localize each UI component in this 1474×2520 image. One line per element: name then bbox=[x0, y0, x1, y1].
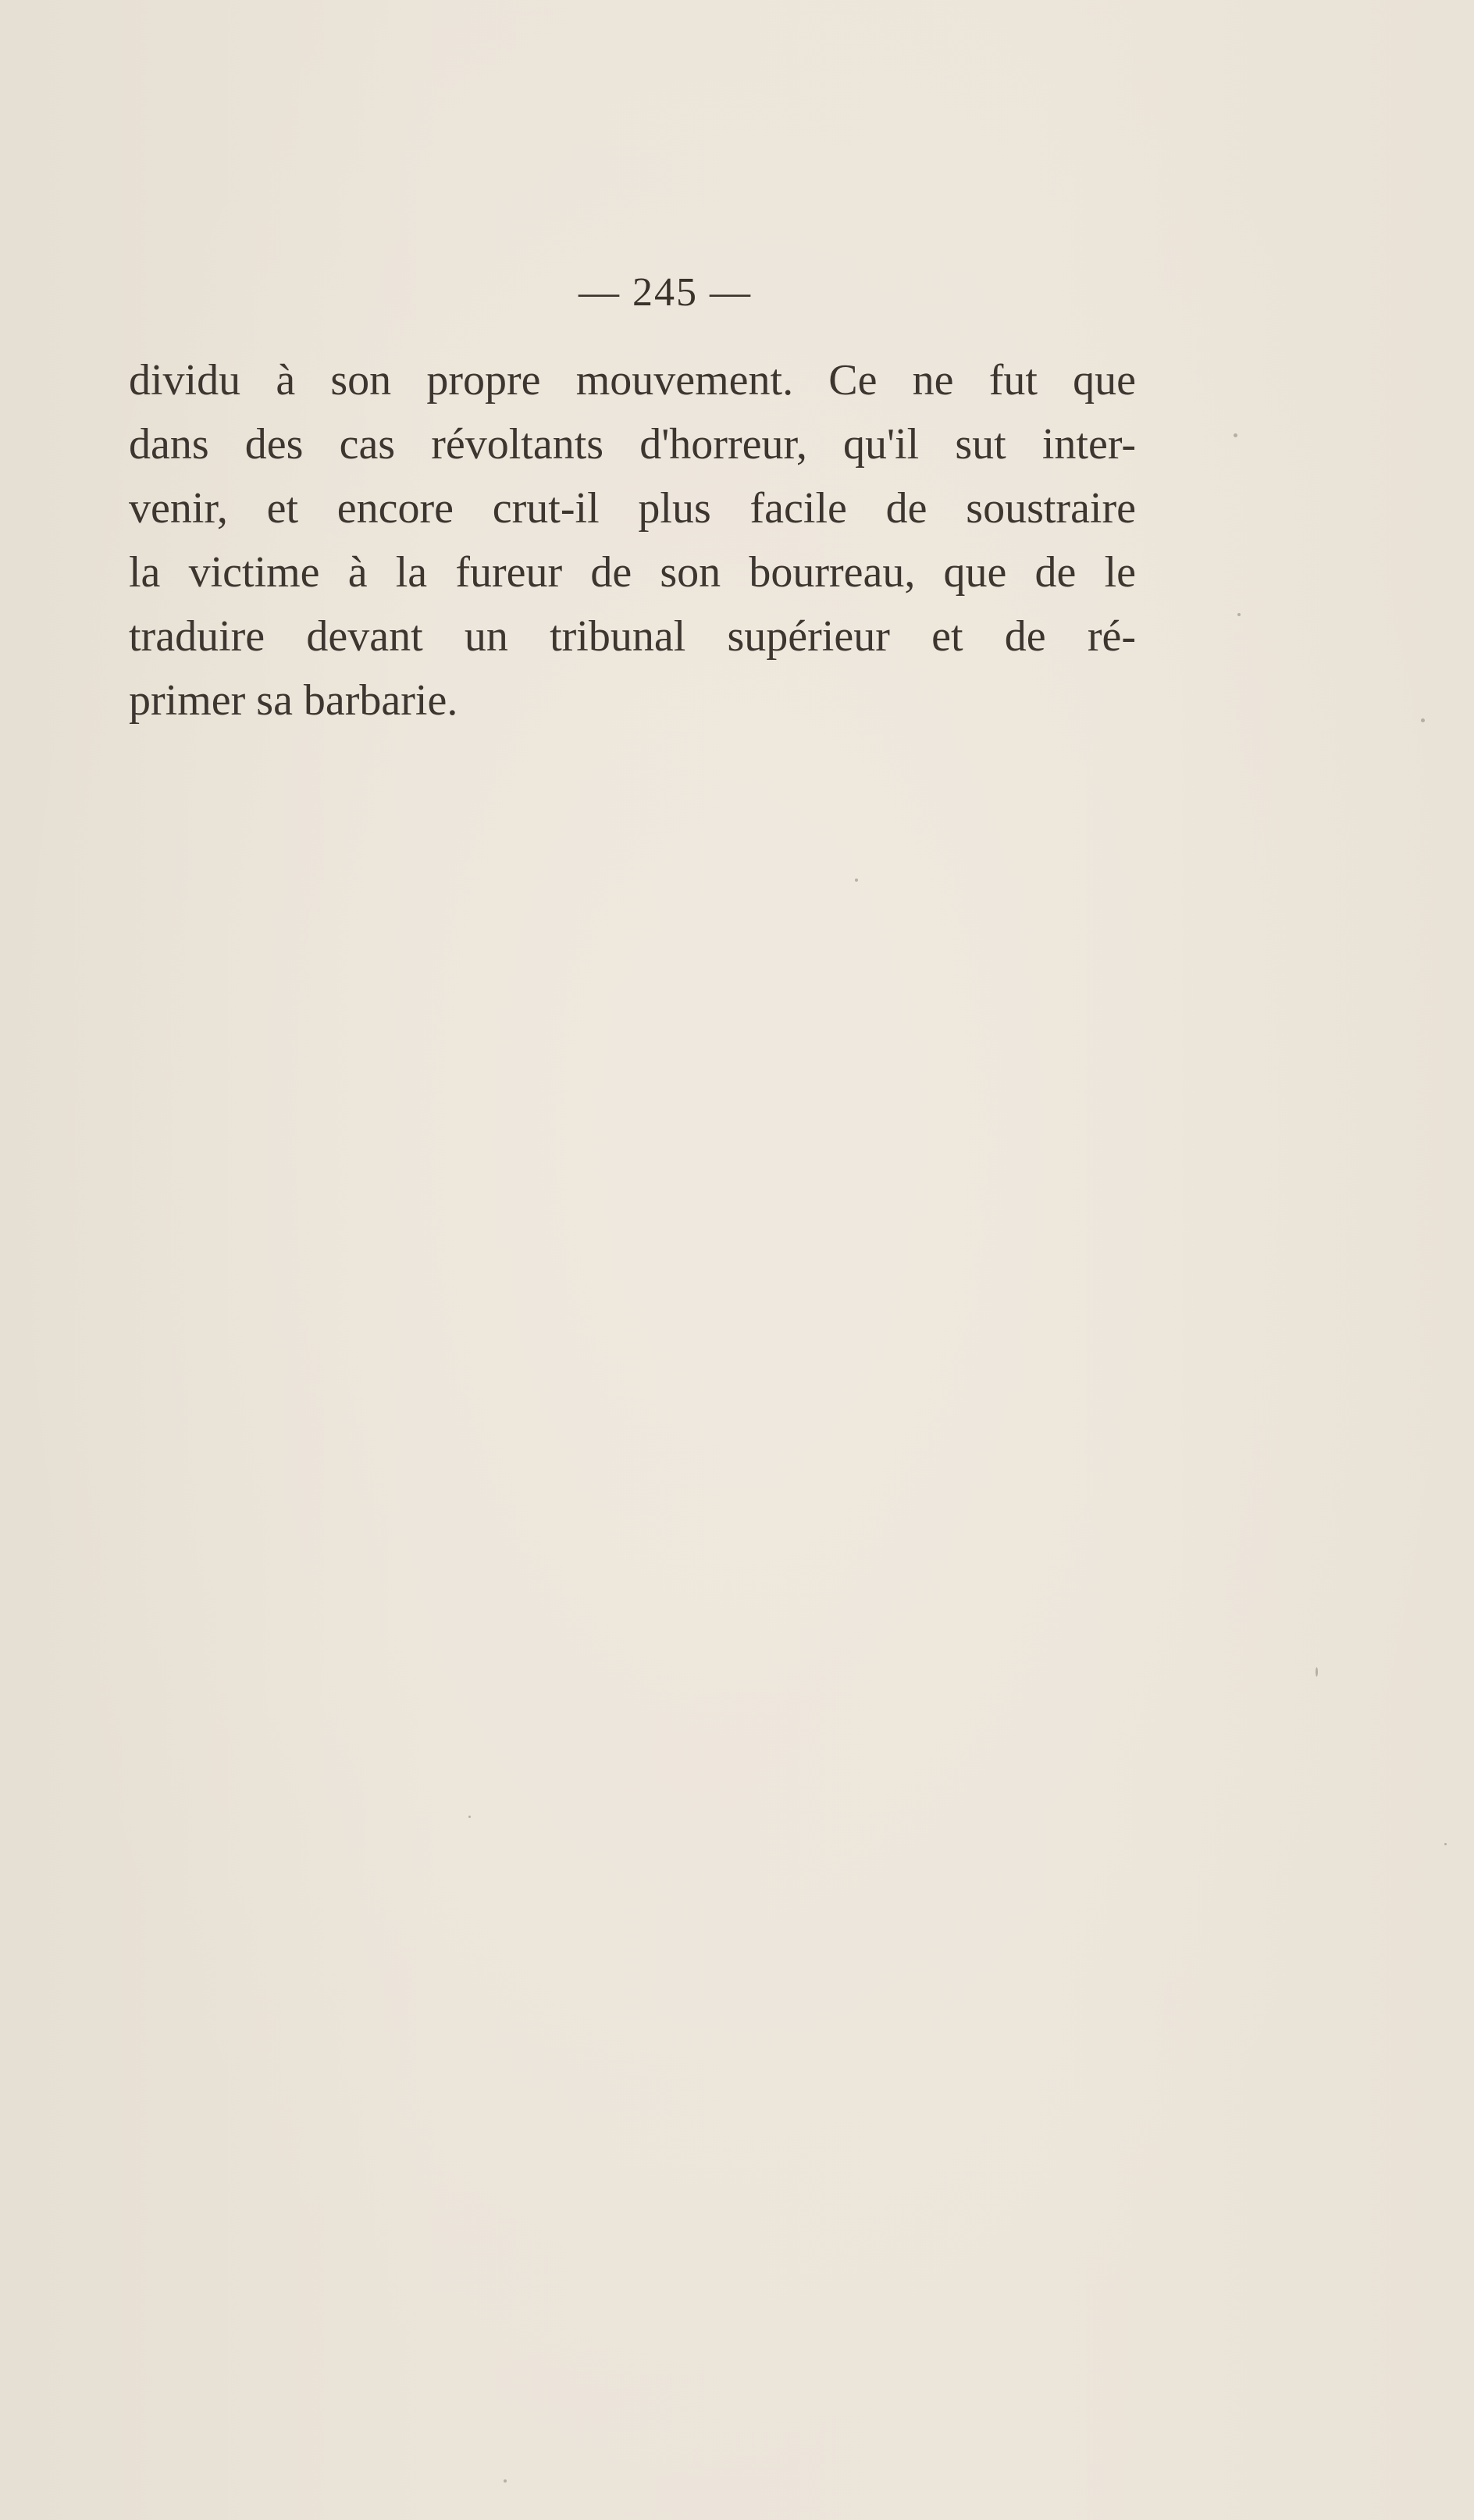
text-line: venir, et encore crut-il plus facile de soustraire bbox=[129, 484, 1136, 533]
paper-speck bbox=[504, 2479, 507, 2483]
paper-speck bbox=[855, 879, 858, 882]
paper-speck bbox=[1237, 613, 1241, 616]
paper-speck bbox=[1444, 1843, 1447, 1845]
paper-speck bbox=[468, 1816, 471, 1818]
paper-speck bbox=[1421, 718, 1425, 722]
text-line: traduire devant un tribunal supérieur et de ré- bbox=[129, 612, 1136, 661]
paper-speck bbox=[1316, 1667, 1318, 1677]
text-line: primer sa barbarie. bbox=[129, 676, 458, 725]
body-text bbox=[129, 348, 1136, 732]
text-line: la victime à la fureur de son bourreau, que de le bbox=[129, 548, 1136, 597]
text-line: dans des cas révoltants d'horreur, qu'il sut inter- bbox=[129, 420, 1136, 469]
text-line: dividu à son propre mouvement. Ce ne fut que bbox=[129, 356, 1136, 405]
page-number-header bbox=[0, 269, 1474, 315]
page-number: — 245 — bbox=[579, 270, 752, 315]
paper-speck bbox=[1234, 433, 1237, 437]
